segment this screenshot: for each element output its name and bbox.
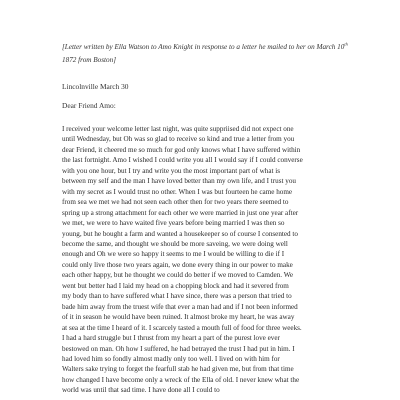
letter-body-line: my body than to have suffered what I have since, there was a person that tried to bbox=[62, 292, 292, 301]
letter-body-line: until Wednesday, but Oh was so glad to receive so kind and true a letter from you bbox=[62, 135, 295, 144]
letter-body-line: dear Friend, it cheered me so much for god only knows what I have suffered within bbox=[62, 145, 301, 154]
header-note-text: [Letter written by Ella Watson to Amo Knight in response to a letter he mailed to her on March 10 bbox=[62, 43, 345, 51]
letter-body-line: bestowed on man. Oh how I suffered, he had betrayed the trust I had put in him. I bbox=[62, 344, 295, 353]
letter-body-line: we met, we were to have waited five years before being married I was then so bbox=[62, 219, 285, 228]
letter-body-line: between my self and the man I have loved better than my own life, and I trust you bbox=[62, 177, 296, 186]
letter-body-line: at sea at the time I heard of it. I scarcely tasted a mouth full of food for three weeks. bbox=[62, 323, 302, 332]
letter-body-line: I received your welcome letter last night, was quite suppriised did not expect one bbox=[62, 125, 294, 133]
letter-body-line: with my secret as I would trust no other. When I was but fourteen he came home bbox=[62, 187, 293, 196]
header-note-superscript: th bbox=[344, 41, 348, 47]
letter-body-line: young, but he bought a farm and wanted a housekeeper so of course I consented to bbox=[62, 229, 298, 238]
letter-body-line: I had a hard struggle but I thrust from my heart a part of the purest love ever bbox=[62, 334, 280, 343]
letter-body-line: enough and Oh we were so happy it seems to me I would be willing to die if I bbox=[62, 250, 285, 259]
letter-body-line: from sea we met we had not seen each other then for two years there seemed to bbox=[62, 198, 289, 207]
place-and-date: Lincolnville March 30 bbox=[62, 82, 129, 91]
letter-body-line: each other happy, but he thought we could do better if we moved to Camden. We bbox=[62, 271, 294, 280]
letter-body-line: went but better had I laid my head on a chopping block and had it severed from bbox=[62, 281, 289, 290]
letter-body-line: the last fortnight. Amo I wished I could write you all I would say if I could converse bbox=[62, 156, 303, 165]
editorial-header-note bbox=[62, 41, 352, 67]
letter-body-line: world was until that sad time. I have done all I could to bbox=[62, 386, 220, 395]
letter-body-line: of it in season he would have been ruined. It almost broke my heart, he was away bbox=[62, 313, 295, 322]
letter-body-line: bade him away from the truest wife that ever a man had and if I not been informed bbox=[62, 302, 298, 311]
letter-body bbox=[62, 124, 354, 396]
letter-body-line: with you one hour, but I try and write you the most important part of what is bbox=[62, 166, 281, 175]
header-note-text-end: 1872 from Boston] bbox=[62, 56, 117, 64]
letter-body-line: spring up a strong attachment for each other we were married in just one year after bbox=[62, 208, 299, 217]
letter-body-line: Walters sake trying to forget the fearfull stab he had given me, but from that time bbox=[62, 365, 294, 374]
letter-body-line: had loved him so fondly almost madly only too well. I lived on with him for bbox=[62, 354, 280, 363]
letter-body-line: become the same, and thought we should be more saveing, we were doing well bbox=[62, 239, 288, 248]
salutation: Dear Friend Amo: bbox=[62, 101, 116, 110]
letter-body-line: how changed I have become only a wreck of the Ella of old. I never knew what the bbox=[62, 375, 300, 384]
letter-body-line: could only live those two years again, we done every thing in our power to make bbox=[62, 260, 293, 269]
